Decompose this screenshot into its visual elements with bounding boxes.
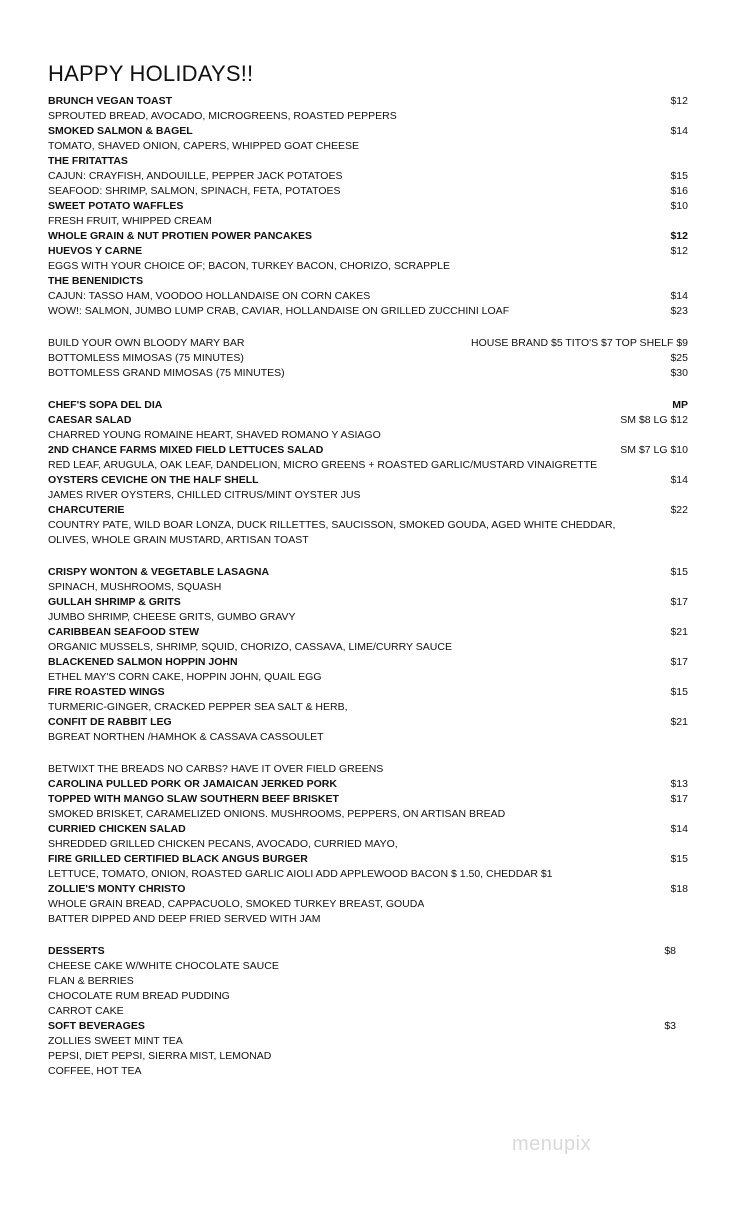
item-price: $17 xyxy=(670,656,688,668)
item-price: $10 xyxy=(670,200,688,212)
menu-item-heading xyxy=(48,199,688,214)
item-price xyxy=(658,989,688,1004)
menu-item-description xyxy=(48,867,688,882)
item-text: CAROLINA PULLED PORK OR JAMAICAN JERKED PORK xyxy=(48,778,337,790)
item-price xyxy=(658,1064,688,1079)
menu-section xyxy=(48,565,688,745)
menu-item-description xyxy=(48,762,688,777)
menu-item-heading xyxy=(48,1019,688,1034)
menu-item-heading xyxy=(48,443,688,458)
menu-item-description xyxy=(48,304,688,319)
menu-item-description xyxy=(48,610,688,625)
item-price: $30 xyxy=(670,367,688,379)
menu-item-heading xyxy=(48,852,688,867)
item-text: JAMES RIVER OYSTERS, CHILLED CITRUS/MINT OYSTER JUS xyxy=(48,489,361,501)
menu-item-description xyxy=(48,1064,688,1079)
item-text: PEPSI, DIET PEPSI, SIERRA MIST, LEMONAD xyxy=(48,1050,272,1062)
item-text: BETWIXT THE BREADS NO CARBS? HAVE IT OVER FIELD GREENS xyxy=(48,763,384,775)
menu-item-description xyxy=(48,169,688,184)
menu-item-heading xyxy=(48,473,688,488)
menu-item-description xyxy=(48,488,688,503)
item-text: CARROT CAKE xyxy=(48,1005,124,1017)
item-price: $14 xyxy=(670,290,688,302)
item-price: $18 xyxy=(670,883,688,895)
menu-item-description xyxy=(48,533,688,548)
item-text: CONFIT DE RABBIT LEG xyxy=(48,716,172,728)
item-text: JUMBO SHRIMP, CHEESE GRITS, GUMBO GRAVY xyxy=(48,611,296,623)
menu-item-description xyxy=(48,912,688,927)
menu-item-description xyxy=(48,897,688,912)
item-price: $8 xyxy=(664,945,676,957)
item-text: WHOLE GRAIN BREAD, CAPPACUOLO, SMOKED TURKEY BREAST, GOUDA xyxy=(48,898,425,910)
item-price: MP xyxy=(672,399,688,411)
menu-section xyxy=(48,336,688,381)
item-text: SOFT BEVERAGES xyxy=(48,1020,145,1032)
item-price xyxy=(658,640,688,655)
item-text: DESSERTS xyxy=(48,945,105,957)
item-text: FRESH FRUIT, WHIPPED CREAM xyxy=(48,215,212,227)
item-price xyxy=(658,974,688,989)
item-text: CHARCUTERIE xyxy=(48,504,125,516)
menu-item-description xyxy=(48,700,688,715)
menu-item-description xyxy=(48,289,688,304)
page-title: HAPPY HOLIDAYS!! xyxy=(48,61,254,86)
item-text: BOTTOMLESS GRAND MIMOSAS (75 MINUTES) xyxy=(48,367,285,379)
menu-item-heading xyxy=(48,655,688,670)
item-text: CAJUN: TASSO HAM, VOODOO HOLLANDAISE ON CORN CAKES xyxy=(48,290,371,302)
menu-item-heading xyxy=(48,229,688,244)
item-price xyxy=(658,867,688,882)
menu-item-heading xyxy=(48,413,688,428)
item-price xyxy=(658,109,688,124)
menu-item-heading xyxy=(48,94,688,109)
menu-item-heading xyxy=(48,154,688,169)
menu-item-description xyxy=(48,458,688,473)
menu-item-description xyxy=(48,730,688,745)
item-price: $15 xyxy=(670,566,688,578)
menu-section xyxy=(48,762,688,927)
menu-item-description xyxy=(48,837,688,852)
item-price: $15 xyxy=(670,853,688,865)
item-price: $16 xyxy=(670,185,688,197)
item-price: $14 xyxy=(670,823,688,835)
item-price xyxy=(658,259,688,274)
menu-document xyxy=(48,60,688,1079)
item-text: CARIBBEAN SEAFOOD STEW xyxy=(48,626,200,638)
item-price xyxy=(658,428,688,443)
menu-item-description xyxy=(48,366,688,381)
item-price: $23 xyxy=(670,305,688,317)
item-price: $15 xyxy=(670,686,688,698)
item-text: BOTTOMLESS MIMOSAS (75 MINUTES) xyxy=(48,352,244,364)
item-text: SMOKED BRISKET, CARAMELIZED ONIONS. MUSHROOMS, PEPPERS, ON ARTISAN BREAD xyxy=(48,808,506,820)
item-text: THE FRITATTAS xyxy=(48,155,128,167)
item-price xyxy=(658,837,688,852)
item-price xyxy=(658,730,688,745)
item-price: $12 xyxy=(670,95,688,107)
item-text: BLACKENED SALMON HOPPIN JOHN xyxy=(48,656,238,668)
item-price: $25 xyxy=(670,352,688,364)
menu-item-description xyxy=(48,184,688,199)
item-text: 2ND CHANCE FARMS MIXED FIELD LETTUCES SALAD xyxy=(48,444,324,456)
menu-item-description xyxy=(48,109,688,124)
item-text: CAJUN: CRAYFISH, ANDOUILLE, PEPPER JACK POTATOES xyxy=(48,170,343,182)
menu-item-description xyxy=(48,974,688,989)
menu-item-description xyxy=(48,428,688,443)
section-gap xyxy=(48,927,688,944)
menu-item-description xyxy=(48,1049,688,1064)
section-gap xyxy=(48,381,688,398)
item-price: $15 xyxy=(670,170,688,182)
menu-section xyxy=(48,94,688,319)
item-text: ORGANIC MUSSELS, SHRIMP, SQUID, CHORIZO, CASSAVA, LIME/CURRY SAUCE xyxy=(48,641,452,653)
menu-item-description xyxy=(48,580,688,595)
menu-item-heading xyxy=(48,244,688,259)
item-text: TOMATO, SHAVED ONION, CAPERS, WHIPPED GOAT CHEESE xyxy=(48,140,359,152)
item-text: SEAFOOD: SHRIMP, SALMON, SPINACH, FETA, POTATOES xyxy=(48,185,341,197)
item-text: OYSTERS CEVICHE ON THE HALF SHELL xyxy=(48,474,259,486)
item-price: $21 xyxy=(670,716,688,728)
item-price xyxy=(658,762,688,777)
menu-item-description xyxy=(48,1004,688,1019)
menu-item-description xyxy=(48,518,688,533)
item-text: SWEET POTATO WAFFLES xyxy=(48,200,184,212)
item-price: $21 xyxy=(670,626,688,638)
item-text: CURRIED CHICKEN SALAD xyxy=(48,823,186,835)
menu-item-description xyxy=(48,640,688,655)
item-text: CHARRED YOUNG ROMAINE HEART, SHAVED ROMANO Y ASIAGO xyxy=(48,429,381,441)
menu-item-heading xyxy=(48,777,688,792)
item-text: HUEVOS Y CARNE xyxy=(48,245,143,257)
item-price: $12 xyxy=(670,230,688,242)
section-gap xyxy=(48,319,688,336)
item-price: $3 xyxy=(664,1020,676,1032)
menu-item-description xyxy=(48,336,688,351)
item-price xyxy=(658,1049,688,1064)
item-text: CHEESE CAKE W/WHITE CHOCOLATE SAUCE xyxy=(48,960,279,972)
item-price: SM $7 LG $10 xyxy=(620,444,688,456)
item-price xyxy=(658,1034,688,1049)
item-price: $14 xyxy=(670,474,688,486)
menu-item-heading xyxy=(48,625,688,640)
menu-item-description xyxy=(48,1034,688,1049)
item-text: BGREAT NORTHEN /HAMHOK & CASSAVA CASSOULET xyxy=(48,731,324,743)
item-text: CAESAR SALAD xyxy=(48,414,132,426)
item-text: LETTUCE, TOMATO, ONION, ROASTED GARLIC AIOLI ADD APPLEWOOD BACON $ 1.50, CHEDDAR $1 xyxy=(48,868,553,880)
item-price: HOUSE BRAND $5 TITO'S $7 TOP SHELF $9 xyxy=(471,337,688,349)
menu-item-heading xyxy=(48,944,688,959)
item-text: GULLAH SHRIMP & GRITS xyxy=(48,596,181,608)
item-text: ETHEL MAY'S CORN CAKE, HOPPIN JOHN, QUAIL EGG xyxy=(48,671,322,683)
menu-item-description xyxy=(48,807,688,822)
item-text: WOW!: SALMON, JUMBO LUMP CRAB, CAVIAR, HOLLANDAISE ON GRILLED ZUCCHINI LOAF xyxy=(48,305,510,317)
menu-item-heading xyxy=(48,685,688,700)
item-price: SM $8 LG $12 xyxy=(620,414,688,426)
item-price: $13 xyxy=(670,778,688,790)
item-price: $17 xyxy=(670,793,688,805)
item-text: BATTER DIPPED AND DEEP FRIED SERVED WITH JAM xyxy=(48,913,321,925)
menu-item-description xyxy=(48,214,688,229)
item-text: COFFEE, HOT TEA xyxy=(48,1065,142,1077)
item-price xyxy=(658,610,688,625)
item-price xyxy=(658,670,688,685)
item-price xyxy=(658,154,688,169)
item-text: FIRE ROASTED WINGS xyxy=(48,686,165,698)
item-text: RED LEAF, ARUGULA, OAK LEAF, DANDELION, MICRO GREENS + ROASTED GARLIC/MUSTARD VINAIGRETTE xyxy=(48,459,598,471)
item-price: $17 xyxy=(670,596,688,608)
item-price xyxy=(658,807,688,822)
item-text: CRISPY WONTON & VEGETABLE LASAGNA xyxy=(48,566,270,578)
menu-item-heading xyxy=(48,715,688,730)
menu-item-description xyxy=(48,670,688,685)
item-price xyxy=(658,518,688,533)
menu-item-heading xyxy=(48,882,688,897)
item-price xyxy=(658,700,688,715)
item-text: TOPPED WITH MANGO SLAW SOUTHERN BEEF BRISKET xyxy=(48,793,339,805)
item-price: $22 xyxy=(670,504,688,516)
item-text: FLAN & BERRIES xyxy=(48,975,134,987)
item-price xyxy=(658,139,688,154)
item-text: SMOKED SALMON & BAGEL xyxy=(48,125,193,137)
item-text: CHEF'S SOPA DEL DIA xyxy=(48,399,163,411)
item-text: ZOLLIE'S MONTY CHRISTO xyxy=(48,883,186,895)
item-text: THE BENENIDICTS xyxy=(48,275,144,287)
item-price xyxy=(658,458,688,473)
menu-item-description xyxy=(48,139,688,154)
item-text: WHOLE GRAIN & NUT PROTIEN POWER PANCAKES xyxy=(48,230,313,242)
menu-item-heading xyxy=(48,565,688,580)
menu-item-heading xyxy=(48,792,688,807)
item-text: FIRE GRILLED CERTIFIED BLACK ANGUS BURGER xyxy=(48,853,308,865)
section-gap xyxy=(48,745,688,762)
item-text: TURMERIC-GINGER, CRACKED PEPPER SEA SALT & HERB, xyxy=(48,701,348,713)
item-price xyxy=(658,533,688,548)
menu-item-description xyxy=(48,989,688,1004)
menu-item-heading xyxy=(48,398,688,413)
menu-item-description xyxy=(48,259,688,274)
item-text: OLIVES, WHOLE GRAIN MUSTARD, ARTISAN TOAST xyxy=(48,534,309,546)
section-gap xyxy=(48,548,688,565)
item-text: ZOLLIES SWEET MINT TEA xyxy=(48,1035,183,1047)
menu-item-heading xyxy=(48,503,688,518)
menu-item-heading xyxy=(48,124,688,139)
menu-item-description xyxy=(48,959,688,974)
menu-section xyxy=(48,944,688,1079)
item-price xyxy=(658,488,688,503)
item-price xyxy=(658,1004,688,1019)
item-price xyxy=(658,897,688,912)
menu-item-heading xyxy=(48,595,688,610)
menu-item-heading xyxy=(48,822,688,837)
menu-section xyxy=(48,398,688,548)
item-text: SPINACH, MUSHROOMS, SQUASH xyxy=(48,581,222,593)
item-text: CHOCOLATE RUM BREAD PUDDING xyxy=(48,990,230,1002)
item-price xyxy=(658,912,688,927)
item-text: BUILD YOUR OWN BLOODY MARY BAR xyxy=(48,337,245,349)
item-text: SHREDDED GRILLED CHICKEN PECANS, AVOCADO, CURRIED MAYO, xyxy=(48,838,398,850)
item-text: SPROUTED BREAD, AVOCADO, MICROGREENS, ROASTED PEPPERS xyxy=(48,110,397,122)
menu-item-description xyxy=(48,351,688,366)
item-text: BRUNCH VEGAN TOAST xyxy=(48,95,173,107)
menu-item-heading xyxy=(48,274,688,289)
item-price xyxy=(658,959,688,974)
item-price: $14 xyxy=(670,125,688,137)
menu-sections xyxy=(48,94,688,1079)
item-price xyxy=(658,580,688,595)
item-text: EGGS WITH YOUR CHOICE OF; BACON, TURKEY BACON, CHORIZO, SCRAPPLE xyxy=(48,260,450,272)
item-text: COUNTRY PATE, WILD BOAR LONZA, DUCK RILLETTES, SAUCISSON, SMOKED GOUDA, AGED WHITE CHEDDAR, xyxy=(48,519,616,531)
watermark-logo: menupix xyxy=(512,1133,592,1155)
item-price: $12 xyxy=(670,245,688,257)
item-price xyxy=(658,214,688,229)
item-price xyxy=(658,274,688,289)
